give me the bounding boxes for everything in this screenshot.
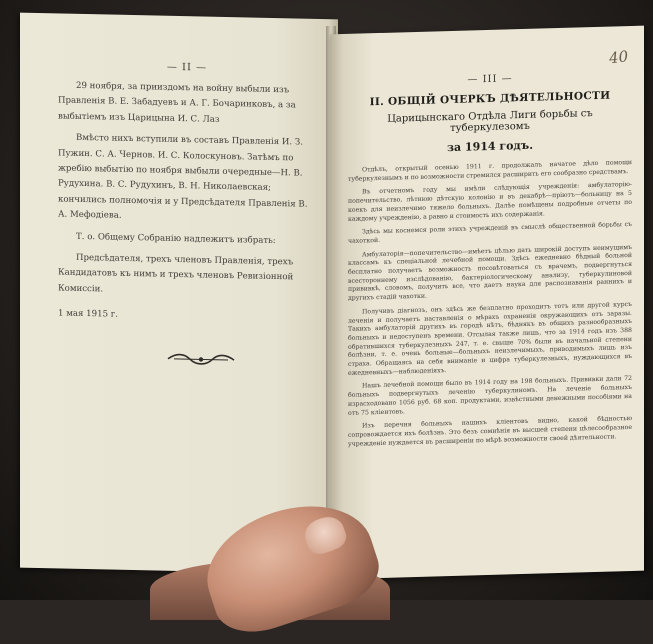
- left-page-text: [58, 78, 316, 302]
- right-paragraph: Получивъ діагнозъ, онъ здѣсь же безплатно проходитъ тотъ или другой курсъ леченія и получаетъ наставленія о мѣрахъ охраненія окружающихъ отъ заразы. Такихъ амбулаторій другихъ въ городѣ нѣтъ, бѣднякъ въ общихъ разнообразныхъ больныхъ и недоступенъ времени. Отсылая также лишь, что за 1914 годъ изъ 388 обратившихся туберкулезныхъ 247, т. е. свыше 70% были въ начальной степени болѣзни, т. е. очень больные—больныхъ неизлечимыхъ, приводимыхъ лишь изъ страха. Обращаясь на себя вниманіе и цифра туберкулезныхъ, нуждающихся въ ежедневныхъ—наблюденіяхъ.: [348, 300, 632, 377]
- right-page: [330, 26, 644, 580]
- section-heading: [348, 89, 632, 157]
- heading-title: II. ОБЩІЙ ОЧЕРКЪ ДѢЯТЕЛЬНОСТИ: [369, 89, 611, 109]
- open-book: [10, 16, 646, 586]
- right-paragraph: Здѣсь мы коснемся роли этихъ учрежденій въ смыслѣ общественной борьбы съ чахоткой.: [348, 221, 632, 245]
- right-paragraph: Въ отчетномъ году мы имѣли слѣдующія учрежденія: амбулаторію-попечительство, лѣтнюю дѣтскую колонію и въ декабрѣ—пріютъ—больницу на 5 коекъ для неизлечимо тяжело больныхъ. Далѣе помѣщены подробные отчеты по каждому учрежденію, а равно и стоимость ихъ содержанія.: [348, 181, 632, 223]
- right-paragraph: Амбулаторія—попечительство—имѣетъ цѣлью дать широкій доступъ неимущимъ классамъ къ спеціальной лечебной помощи. Здѣсь ежедневно бѣдный больной бесплатно получаетъ возможность посовѣтоваться съ врачемъ, подвергнуться всестороннему изслѣдованію, бактеріологическому анализу, туберкулиновой прививкѣ, словомъ, получить все, что даетъ наука для распознаванія раннихъ и другихъ стадій чахотки.: [348, 243, 632, 303]
- right-page-number: — III —: [467, 73, 513, 86]
- ornament-icon: [166, 351, 236, 368]
- right-paragraph: Изъ перечня больныхъ нашихъ кліентовъ видно, какой бѣдностью сопровождается ихъ болѣзнь. Это безъ сомнѣнія въ высшей степени цѣлесообразное учрежденіе нуждается въ расширеніи по мѣрѣ возможности своей дѣятельности.: [348, 415, 632, 448]
- right-page-text: [348, 159, 632, 449]
- left-paragraph: Вмѣсто нихъ вступили въ составъ Правленія И. З. Пужин. С. А. Чернов. И. С. Колоскуновъ. Затѣмъ по жребію выбытію по ноября выбыли очередные—Н. В. Рудухина. В. С. Рудухинъ, В. Н. Николаевская; кончились полномочія и у Предсѣдателя Правленія В. А. Мефодіева.: [58, 133, 308, 222]
- left-page-number: — II —: [166, 61, 208, 74]
- left-paragraph: Т. о. Общему Собранію надлежитъ избрать:: [76, 231, 276, 246]
- left-paragraph: Предсѣдателя, трехъ членовъ Правленія, трехъ Кандидатовъ къ нимъ и трехъ членовъ Ревизіонной Комиссіи.: [58, 252, 294, 295]
- heading-year: за 1914 годъ.: [446, 138, 534, 155]
- left-paragraph: 29 ноября, за прииздомъ на войну выбыли изъ Правленія В. Е. Забадуевъ и А. Г. Бочаринковъ, а за выбытіемъ изъ Царицына И. С. Лаз: [58, 80, 296, 125]
- left-page: [20, 13, 338, 575]
- right-paragraph: Отдѣлъ, открытый осенью 1911 г. продолжалъ начатое дѣло помощи туберкулезнымъ и по возможности стремился расширить его сообразно средствамъ.: [348, 158, 632, 183]
- handwritten-page-number: 40: [608, 47, 629, 68]
- right-paragraph: Нашъ лечебной помощи было въ 1914 году на 198 больныхъ. Прививки дали 72 больныхъ подвергнутыхъ леченію туберкулиномъ. На леченіе больныхъ израсходовано 1056 руб. 68 коп. продуктами, извѣстными денежными пособіями на отъ 75 кліентовъ.: [348, 375, 632, 417]
- left-page-date: 1 мая 1915 г.: [58, 308, 118, 321]
- heading-subtitle: Царицынскаго Отдѣла Лиги борьбы съ туберкулезомъ: [387, 108, 593, 135]
